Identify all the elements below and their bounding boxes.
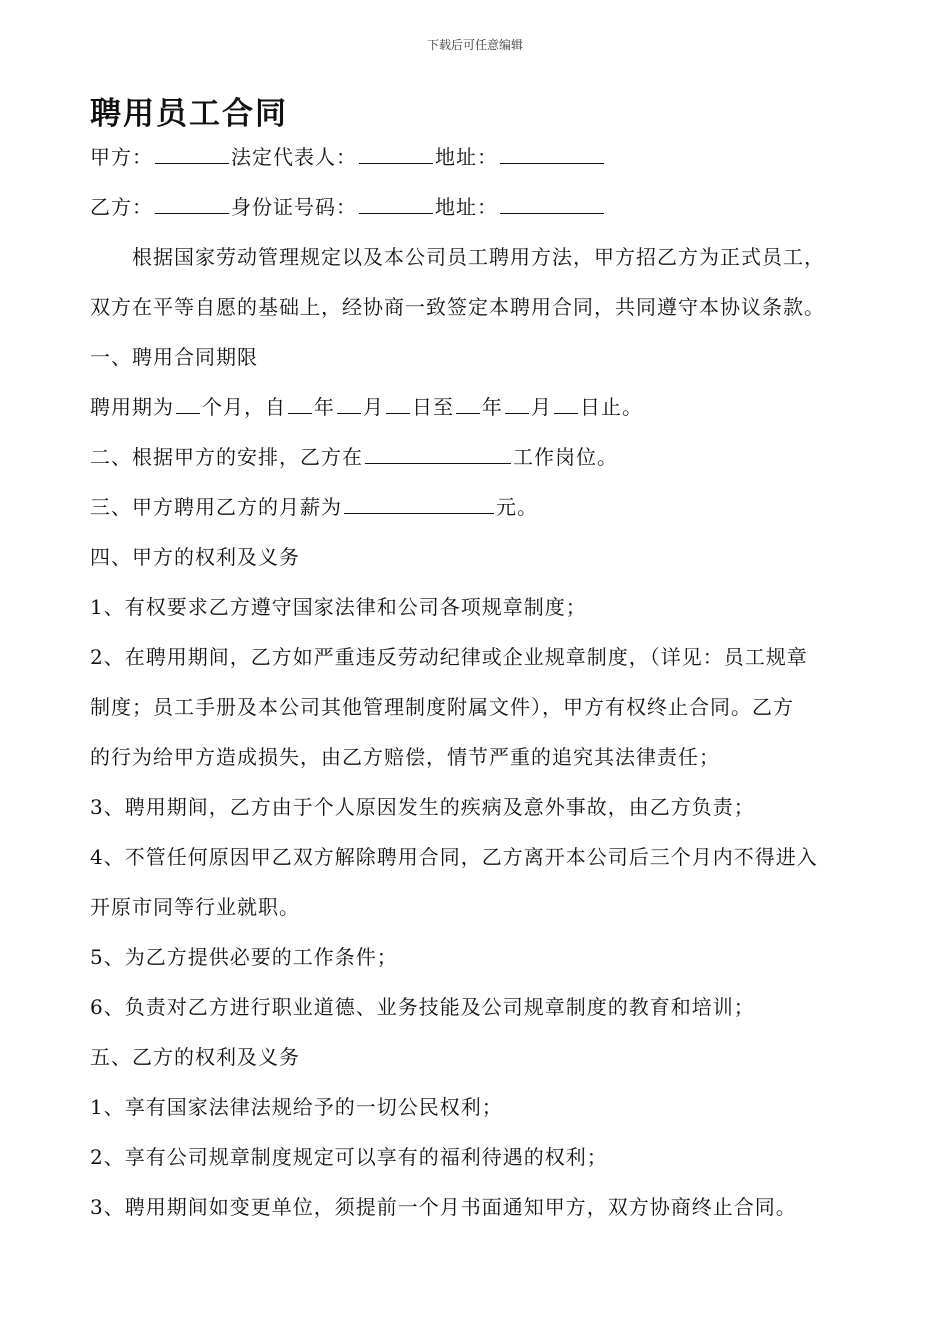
term-text: 年: [482, 395, 503, 419]
section-3-prefix: 三、甲方聘用乙方的月薪为: [90, 495, 342, 519]
start-year-blank[interactable]: [288, 393, 312, 414]
header-note: 下载后可任意编辑: [426, 38, 523, 52]
intro-line-1: 根据国家劳动管理规定以及本公司员工聘用方法，甲方招乙方为正式员工，: [132, 245, 825, 269]
id-label: 身份证号码：: [231, 195, 357, 219]
section-4-item: 3、聘用期间，乙方由于个人原因发生的疾病及意外事故，由乙方负责；: [90, 795, 755, 819]
term-text: 聘用期为: [90, 395, 174, 419]
party-a-line: [90, 143, 606, 171]
section-4-item: 制度；员工手册及本公司其他管理制度附属文件），甲方有权终止合同。乙方: [90, 695, 794, 719]
term-text: 个月，自: [202, 395, 286, 419]
salary-blank[interactable]: [344, 493, 494, 514]
party-a-addr-label: 地址：: [435, 145, 498, 169]
end-day-blank[interactable]: [554, 393, 578, 414]
position-blank[interactable]: [365, 443, 511, 464]
intro-line-2: 双方在平等自愿的基础上，经协商一致签定本聘用合同，共同遵守本协议条款。: [90, 295, 825, 319]
start-month-blank[interactable]: [337, 393, 361, 414]
section-3-line: [90, 493, 538, 521]
section-4-item: 1、有权要求乙方遵守国家法律和公司各项规章制度；: [90, 595, 587, 619]
term-text: 日至: [412, 395, 454, 419]
party-a-addr-blank[interactable]: [500, 143, 604, 164]
section-1-title: 一、聘用合同期限: [90, 345, 258, 369]
section-5-item: 3、聘用期间如变更单位，须提前一个月书面通知甲方，双方协商终止合同。: [90, 1195, 797, 1219]
term-line: [90, 393, 643, 421]
section-4-title: 四、甲方的权利及义务: [90, 545, 300, 569]
rep-label: 法定代表人：: [231, 145, 357, 169]
section-5-title: 五、乙方的权利及义务: [90, 1045, 300, 1069]
section-5-item: 1、享有国家法律法规给予的一切公民权利；: [90, 1095, 503, 1119]
term-text: 月: [531, 395, 552, 419]
section-4-item: 2、在聘用期间，乙方如严重违反劳动纪律或企业规章制度，（详见：员工规章: [90, 645, 808, 669]
term-text: 年: [314, 395, 335, 419]
party-b-addr-blank[interactable]: [500, 193, 604, 214]
id-blank[interactable]: [359, 193, 433, 214]
rep-blank[interactable]: [359, 143, 433, 164]
term-text: 月: [363, 395, 384, 419]
section-4-item: 开原市同等行业就职。: [90, 895, 300, 919]
document-title: 聘用员工合同: [90, 96, 288, 132]
section-2-line: [90, 443, 618, 471]
party-a-name-blank[interactable]: [155, 143, 229, 164]
months-blank[interactable]: [176, 393, 200, 414]
section-2-suffix: 工作岗位。: [513, 445, 618, 469]
end-month-blank[interactable]: [505, 393, 529, 414]
end-year-blank[interactable]: [456, 393, 480, 414]
party-b-name-blank[interactable]: [155, 193, 229, 214]
section-3-suffix: 元。: [496, 495, 538, 519]
section-4-item: 的行为给甲方造成损失，由乙方赔偿，情节严重的追究其法律责任；: [90, 745, 720, 769]
section-4-item: 5、为乙方提供必要的工作条件；: [90, 945, 398, 969]
party-b-addr-label: 地址：: [435, 195, 498, 219]
party-b-line: [90, 193, 606, 221]
start-day-blank[interactable]: [386, 393, 410, 414]
section-4-item: 6、负责对乙方进行职业道德、业务技能及公司规章制度的教育和培训；: [90, 995, 755, 1019]
section-5-item: 2、享有公司规章制度规定可以享有的福利待遇的权利；: [90, 1145, 608, 1169]
party-a-label: 甲方：: [90, 145, 153, 169]
party-b-label: 乙方：: [90, 195, 153, 219]
section-2-prefix: 二、根据甲方的安排，乙方在: [90, 445, 363, 469]
term-text: 日止。: [580, 395, 643, 419]
section-4-item: 4、不管任何原因甲乙双方解除聘用合同，乙方离开本公司后三个月内不得进入: [90, 845, 818, 869]
